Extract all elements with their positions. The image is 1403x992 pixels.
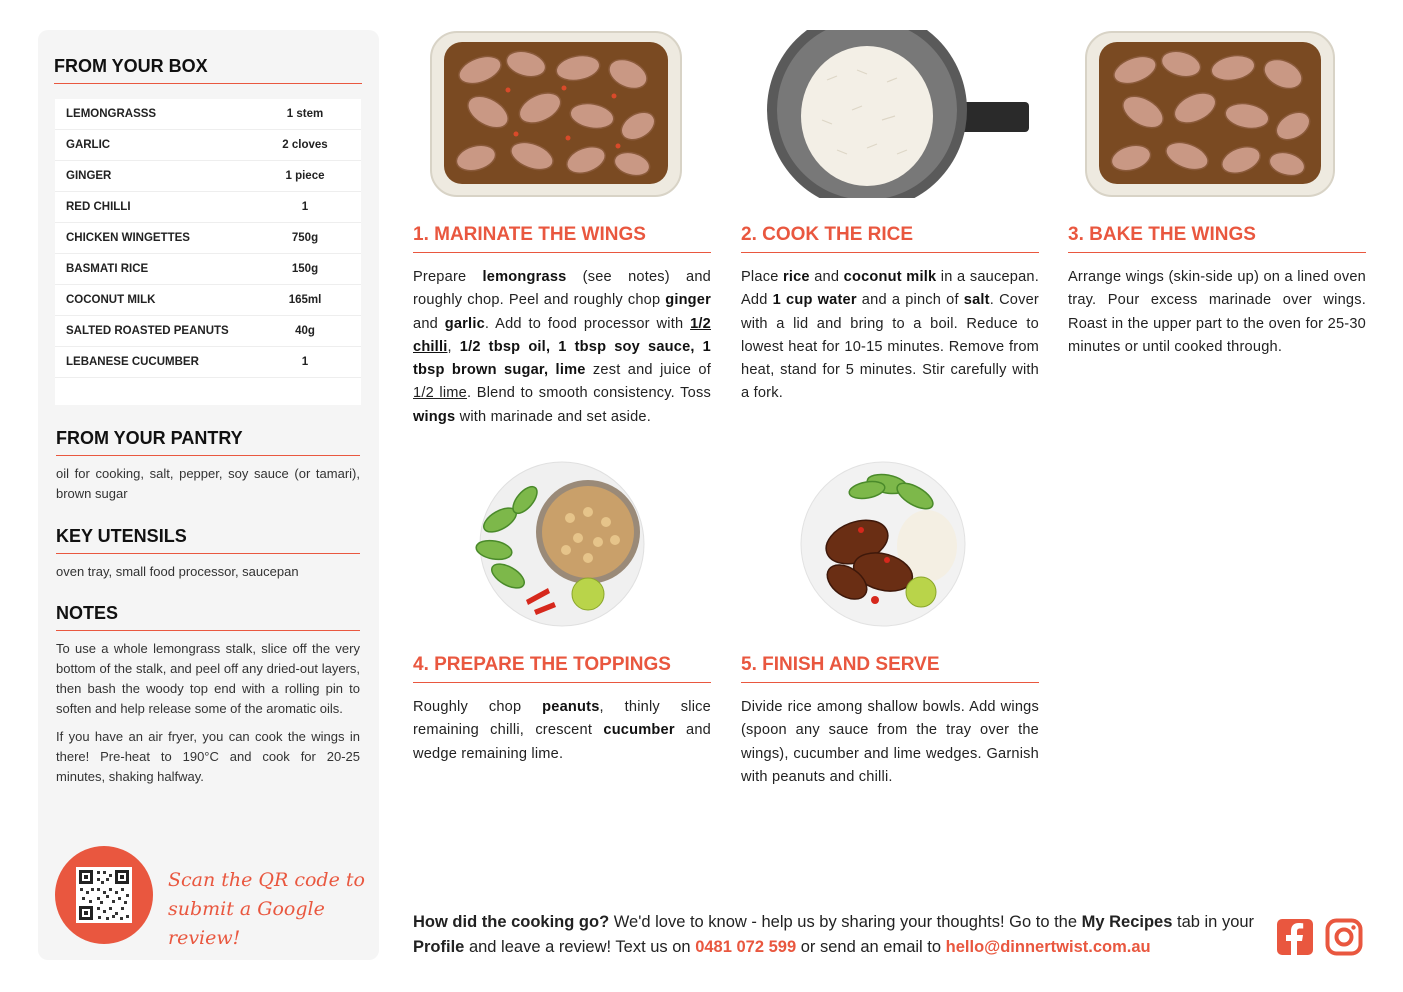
qr-caption xyxy=(168,866,368,953)
pantry-title: FROM YOUR PANTRY xyxy=(56,428,360,456)
ingredients-table xyxy=(55,99,361,405)
qr-caption-line-2: submit a Google review! xyxy=(168,898,325,949)
step-1-text-part: with marinade and set aside. xyxy=(455,408,651,425)
ingredient-name: RED CHILLI xyxy=(66,201,131,213)
ingredient-qty: 750g xyxy=(291,232,319,244)
ingredient-name: SALTED ROASTED PEANUTS xyxy=(66,325,229,337)
finished-dish-photo xyxy=(797,460,969,628)
step-2-title: 2. COOK THE RICE xyxy=(741,224,1039,253)
ingredient-name: CHICKEN WINGETTES xyxy=(66,232,190,244)
footer-text-part: tab in your xyxy=(1172,913,1255,931)
step-2-text xyxy=(741,266,1039,406)
step-1-text-part: . Add to food processor with xyxy=(484,315,691,332)
ingredient-name: BASMATI RICE xyxy=(66,263,149,275)
notes-title: NOTES xyxy=(56,603,360,631)
ingredient-qty: 165ml xyxy=(288,294,322,306)
ingredient-row xyxy=(55,192,361,223)
step-2-text-part: and xyxy=(809,269,844,285)
step-1-text-part: Prepare xyxy=(413,269,483,285)
phone-link[interactable]: 0481 072 599 xyxy=(695,938,797,956)
step-4-text-part: Roughly chop xyxy=(413,699,543,715)
footer-bold: How did the cooking go? xyxy=(413,913,610,931)
step-1-bold: 1/2 chilli xyxy=(413,315,711,355)
step-5-text: Divide rice among shallow bowls. Add wings (spoon any sauce from the tray over the wings), cucumber and lime wedges. Garnish with peanuts and chilli. xyxy=(741,699,1039,785)
step-4-title: 4. PREPARE THE TOPPINGS xyxy=(413,654,711,683)
footer-bold: My Recipes xyxy=(1081,913,1173,931)
step-5-title: 5. FINISH AND SERVE xyxy=(741,654,1039,683)
step-1-bold: 1/2 tbsp oil, 1 tbsp soy sauce, 1 tbsp brown sugar, lime xyxy=(413,338,711,379)
ingredient-qty: 40g xyxy=(295,325,315,337)
footer-text-part: or send an email to xyxy=(796,938,946,956)
pantry-text: oil for cooking, salt, pepper, soy sauce (or tamari), brown sugar xyxy=(56,466,360,501)
step-1-bold: lemongrass xyxy=(482,269,567,285)
step-1-text-part: (see notes) and roughly chop. Peel and roughly chop xyxy=(413,269,711,309)
step-1-text xyxy=(413,266,711,429)
pantry-section xyxy=(56,428,360,504)
email-link[interactable]: hello@dinnertwist.com.au xyxy=(945,938,1151,956)
ingredient-row xyxy=(55,316,361,347)
step-3-title: 3. BAKE THE WINGS xyxy=(1068,224,1366,253)
step-2-bold: 1 cup water xyxy=(772,292,857,309)
ingredient-row xyxy=(55,161,361,192)
ingredient-qty: 1 xyxy=(301,356,309,368)
ingredient-name: LEBANESE CUCUMBER xyxy=(66,356,199,368)
ingredient-row xyxy=(55,254,361,285)
ingredient-qty: 1 piece xyxy=(285,170,325,182)
rice-pot-photo xyxy=(767,30,1031,198)
step-1-text-part: and xyxy=(413,315,445,332)
step-3-text: Arrange wings (skin-side up) on a lined oven tray. Pour excess marinade over wings. Roast in the upper part to the oven for 25-30 minutes or until cooked through. xyxy=(1068,269,1366,355)
step-2-text-part: in a saucepan. Add xyxy=(741,269,1039,309)
step-1-title: 1. MARINATE THE WINGS xyxy=(413,224,711,253)
box-title: FROM YOUR BOX xyxy=(54,56,362,84)
facebook-icon[interactable] xyxy=(1276,918,1314,956)
footer-text-part: and leave a review! Text us on xyxy=(464,938,696,956)
marinated-wings-tray-photo xyxy=(428,30,684,198)
ingredient-qty: 1 stem xyxy=(286,108,324,120)
notes-text xyxy=(56,639,360,787)
step-1-bold: ginger xyxy=(665,292,711,309)
step-2-bold: salt xyxy=(963,292,990,309)
step-2-bold: rice xyxy=(782,269,810,285)
step-1-underline: 1/2 lime xyxy=(413,385,467,402)
ingredient-qty: 1 xyxy=(301,201,309,213)
step-2-text-part: Place xyxy=(741,269,783,285)
notes-paragraph-2: If you have an air fryer, you can cook the wings in there! Pre-heat to 190°C and cook for 20-25 minutes, shaking halfway. xyxy=(56,729,360,784)
utensils-section xyxy=(56,526,360,582)
notes-section xyxy=(56,603,360,795)
baked-wings-tray-photo xyxy=(1083,30,1337,198)
ingredient-name: COCONUT MILK xyxy=(66,294,156,306)
utensils-title: KEY UTENSILS xyxy=(56,526,360,554)
step-4-text xyxy=(413,696,711,766)
qr-code-icon[interactable] xyxy=(76,867,132,923)
step-2-text-part: . Cover with a lid and bring to a boil. Reduce to lowest heat for 10-15 minutes. Remove from heat, stand for 5 minutes. Stir carefully with a fork. xyxy=(741,292,1039,402)
step-1-bold: garlic xyxy=(444,315,485,332)
step-2-bold: coconut milk xyxy=(843,269,937,285)
step-4-bold: cucumber xyxy=(603,722,675,739)
ingredient-row xyxy=(55,285,361,316)
utensils-text: oven tray, small food processor, saucepan xyxy=(56,564,299,579)
sidebar xyxy=(38,30,379,960)
step-1-bold: wings xyxy=(413,408,456,425)
toppings-photo xyxy=(470,460,646,628)
ingredient-name: GINGER xyxy=(66,170,112,182)
ingredient-qty: 150g xyxy=(291,263,319,275)
footer-text-part: We'd love to know - help us by sharing your thoughts! Go to the xyxy=(609,913,1082,931)
qr-caption-line-1: Scan the QR code to xyxy=(168,869,365,891)
ingredient-row xyxy=(55,99,361,130)
step-4-text-part: and wedge remaining lime. xyxy=(413,722,711,762)
step-4-text-part: , thinly slice remaining chilli, crescent xyxy=(413,699,711,739)
notes-paragraph-1: To use a whole lemongrass stalk, slice off the very bottom of the stalk, and peel off any dried-out layers, then bash the woody top end with a rolling pin to soften and help release some of the aromatic oils. xyxy=(56,641,360,716)
ingredient-qty: 2 cloves xyxy=(282,139,328,151)
step-4-bold: peanuts xyxy=(542,699,600,715)
ingredient-name: GARLIC xyxy=(66,139,111,151)
ingredient-name: LEMONGRASSS xyxy=(66,108,157,120)
step-1-text-part: , xyxy=(447,338,460,355)
ingredient-row xyxy=(55,130,361,161)
footer-review-text xyxy=(413,910,1263,960)
instagram-icon[interactable] xyxy=(1325,918,1363,956)
step-1-text-part: . Blend to smooth consistency. Toss xyxy=(466,385,711,402)
qr-badge[interactable] xyxy=(55,846,153,944)
step-2-text-part: and a pinch of xyxy=(856,292,964,309)
footer-bold: Profile xyxy=(413,938,465,956)
ingredient-row xyxy=(55,347,361,378)
step-1-text-part: zest and juice of xyxy=(585,362,711,379)
ingredient-row xyxy=(55,223,361,254)
